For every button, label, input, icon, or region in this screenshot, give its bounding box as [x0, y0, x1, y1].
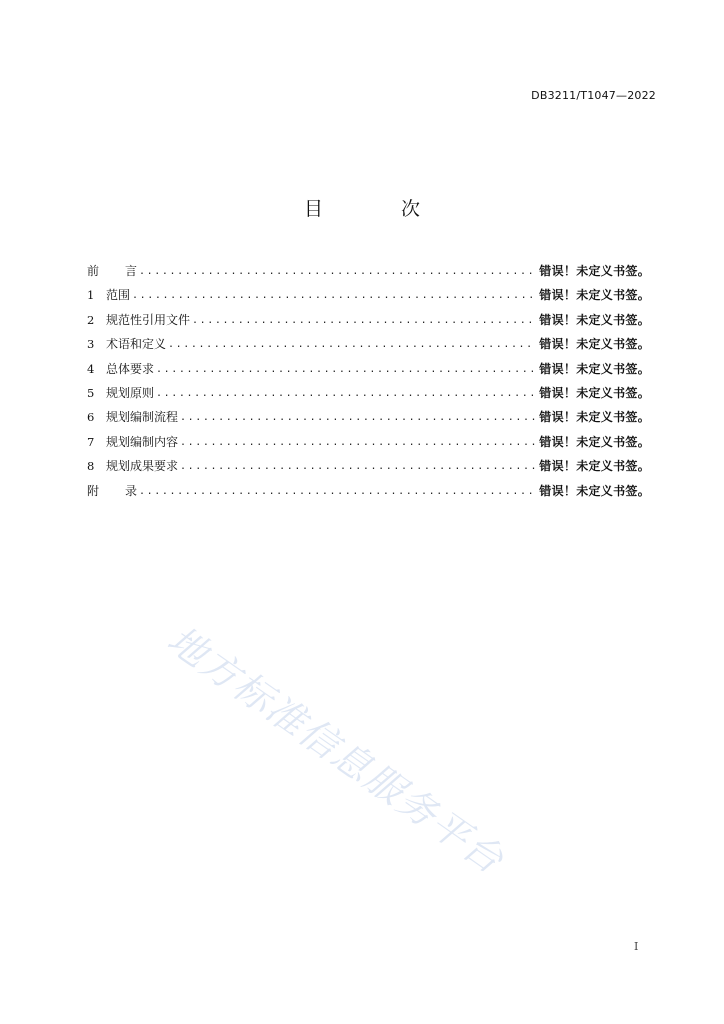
toc-entry-page: 错误！未定义书签。 [539, 459, 650, 474]
toc-entry-page: 错误！未定义书签。 [539, 483, 650, 498]
toc-entry-page: 错误！未定义书签。 [539, 434, 650, 449]
toc-leader-dots [192, 313, 535, 329]
toc-leader-dots [156, 362, 535, 378]
toc-entry-number: 8 [87, 459, 95, 474]
toc-leader-dots [180, 459, 535, 475]
toc-entry-label [87, 336, 166, 352]
toc-entry-label [87, 458, 178, 474]
toc-entry-label [87, 409, 178, 425]
toc-list [87, 263, 650, 507]
toc-leader-dots [180, 435, 535, 451]
toc-entry[interactable] [87, 312, 650, 336]
toc-leader-dots [156, 386, 535, 402]
toc-entry-label [87, 483, 137, 499]
toc-entry-number: 5 [87, 385, 95, 400]
toc-entry-number: 1 [87, 288, 95, 303]
toc-leader-dots [132, 288, 535, 304]
document-code: DB3211/T1047—2022 [531, 89, 656, 102]
toc-entry-number: 3 [87, 337, 95, 352]
toc-entry-page: 错误！未定义书签。 [539, 361, 650, 376]
toc-entry-page: 错误！未定义书签。 [539, 410, 650, 425]
toc-entry-text: 术语和定义 [106, 337, 167, 352]
toc-entry-text: 规划编制内容 [106, 434, 179, 449]
toc-entry-label-part: 附 [87, 483, 100, 498]
toc-entry-number: 7 [87, 434, 95, 449]
toc-leader-dots [180, 410, 535, 426]
toc-entry-label [87, 385, 154, 401]
toc-leader-dots [139, 264, 535, 280]
toc-entry-page: 错误！未定义书签。 [539, 288, 650, 303]
toc-entry[interactable] [87, 458, 650, 482]
toc-entry-label [87, 287, 130, 303]
toc-entry-text: 规范性引用文件 [106, 312, 191, 327]
toc-entry-number: 6 [87, 410, 95, 425]
toc-entry[interactable] [87, 483, 650, 507]
toc-entry-text: 范围 [106, 288, 131, 303]
toc-entry-text: 规划成果要求 [106, 459, 179, 474]
toc-entry-text: 总体要求 [106, 361, 155, 376]
toc-entry[interactable] [87, 434, 650, 458]
toc-entry[interactable] [87, 385, 650, 409]
toc-entry-number: 2 [87, 312, 95, 327]
toc-entry-text: 规划原则 [106, 385, 155, 400]
toc-entry[interactable] [87, 361, 650, 385]
toc-entry[interactable] [87, 287, 650, 311]
toc-leader-dots [139, 484, 535, 500]
toc-entry-label [87, 434, 178, 450]
toc-entry-number: 4 [87, 361, 95, 376]
toc-entry-label-part: 录 [125, 483, 138, 498]
toc-title: 目 次 [303, 198, 457, 220]
toc-entry-label [87, 263, 137, 279]
toc-entry[interactable] [87, 336, 650, 360]
toc-entry[interactable] [87, 263, 650, 287]
toc-leader-dots [168, 337, 535, 353]
toc-entry-page: 错误！未定义书签。 [539, 312, 650, 327]
page-number: I [634, 940, 639, 953]
toc-entry-label [87, 361, 154, 377]
toc-entry[interactable] [87, 409, 650, 433]
toc-entry-page: 错误！未定义书签。 [539, 337, 650, 352]
toc-entry-text: 规划编制流程 [106, 410, 179, 425]
toc-entry-page: 错误！未定义书签。 [539, 264, 650, 278]
toc-entry-label-part: 言 [125, 264, 138, 278]
watermark: 地方标准信息服务平台 [159, 617, 513, 883]
toc-entry-label [87, 312, 190, 328]
toc-entry-label-part: 前 [87, 264, 100, 278]
toc-entry-page: 错误！未定义书签。 [539, 385, 650, 400]
